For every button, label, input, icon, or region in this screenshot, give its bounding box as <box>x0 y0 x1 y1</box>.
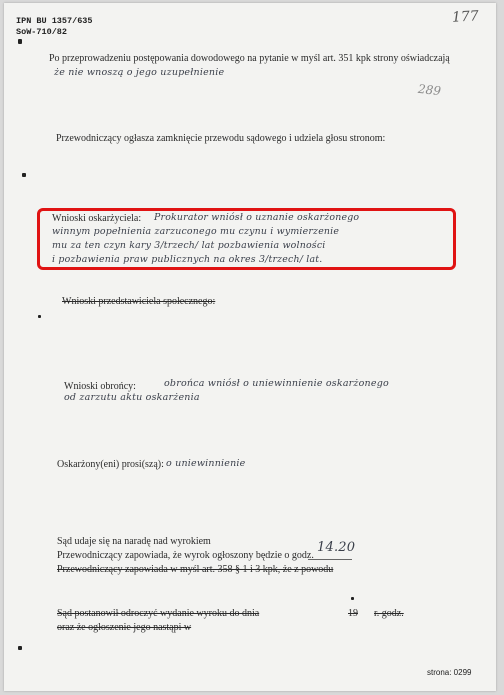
red-highlight-box <box>37 208 456 270</box>
defense-motion-line2: od zarzutu aktu oskarżenia <box>64 392 200 403</box>
prosecutor-motion-line2: winnym popełnienia zarzuconego mu czynu i wymierzenie <box>52 226 340 237</box>
prosecutor-motion-line1: Prokurator wniósł o uznanie oskarżonego <box>154 212 360 223</box>
ink-mark <box>38 315 41 318</box>
chairman-close-statement: Przewodniczący ogłasza zamknięcie przewodu sądowego i udziela głosu stronom: <box>56 133 386 144</box>
struck-year-field: 19 <box>348 608 358 619</box>
document-page <box>4 3 496 691</box>
social-representative-label: Wnioski przedstawiciela społecznego: <box>62 296 216 307</box>
verdict-time-handwritten: 14.20 <box>317 540 356 555</box>
ink-mark <box>351 597 354 600</box>
struck-postponement-clause: Sąd postanowił odroczyć wydanie wyroku do dnia <box>57 608 260 619</box>
prosecutor-motion-line4: i pozbawienia praw publicznych na okres 3/trzech/ lat. <box>52 254 323 265</box>
ink-mark <box>22 173 26 177</box>
deliberation-statement: Sąd udaje się na naradę nad wyrokiem <box>57 536 211 547</box>
struck-chair-clause: Przewodniczący zapowiada w myśl art. 358 § 1 i 3 kpk, że z powodu <box>57 564 334 575</box>
defense-motion-line1: obrońca wniósł o uniewinnienie oskarżonego <box>164 378 389 389</box>
page-number: strona: 0299 <box>427 668 472 677</box>
folio-stamp: 177 <box>451 8 480 26</box>
pencil-page-number: 289 <box>417 81 442 99</box>
defense-motion-label: Wnioski obrońcy: <box>64 381 136 392</box>
verdict-announcement: Przewodniczący zapowiada, że wyrok ogłoszony będzie o godz. <box>57 550 314 561</box>
time-underline <box>308 559 352 560</box>
struck-time-field: r. godz. <box>374 608 404 619</box>
struck-notice-clause: oraz że ogłoszenie jego nastąpi w <box>57 622 192 633</box>
prosecutor-motion-label: Wnioski oskarżyciela: <box>52 213 142 224</box>
evidence-paragraph-handwritten: że nie wnoszą o jego uzupełnienie <box>54 67 225 78</box>
evidence-paragraph-line1: Po przeprowadzeniu postępowania dowodowego na pytanie w myśl art. 351 kpk strony oświadczają <box>49 53 450 64</box>
archive-reference: IPN BU 1357/635 <box>16 16 93 26</box>
punch-mark <box>18 39 22 44</box>
ink-mark <box>18 646 22 650</box>
prosecutor-motion-line3: mu za ten czyn kary 3/trzech/ lat pozbawienia wolności <box>52 240 326 251</box>
accused-request-label: Oskarżony(eni) prosi(szą): <box>57 459 164 470</box>
case-reference: SoW-710/82 <box>16 27 68 37</box>
accused-request-handwritten: o uniewinnienie <box>166 458 246 469</box>
